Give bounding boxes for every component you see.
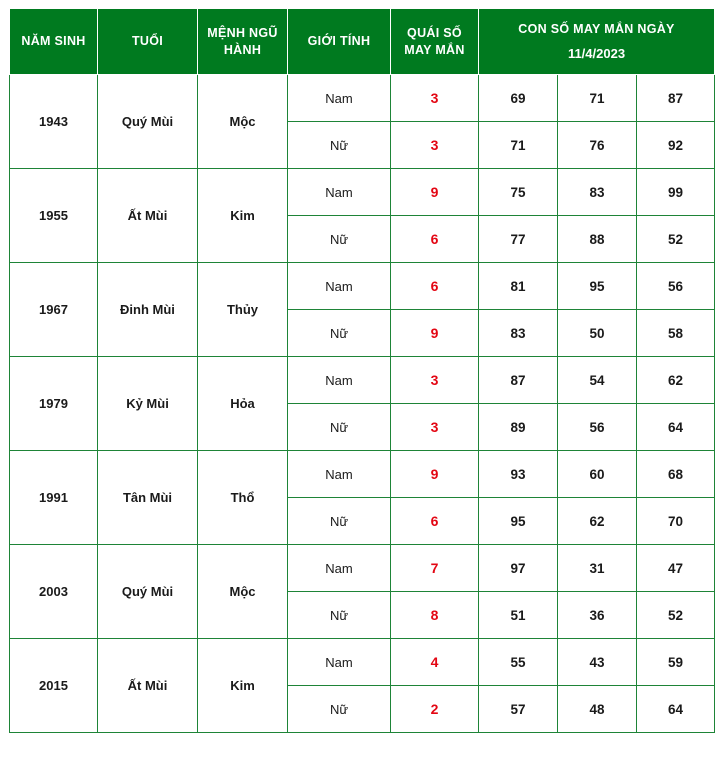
cell-lucky-number: 57 — [479, 686, 558, 733]
cell-gender: Nam — [288, 169, 391, 216]
cell-gender: Nữ — [288, 122, 391, 169]
cell-lucky-number: 56 — [558, 404, 637, 451]
cell-lucky-trigram-number: 7 — [391, 545, 479, 592]
cell-lucky-number: 95 — [558, 263, 637, 310]
cell-gender: Nữ — [288, 216, 391, 263]
cell-gender: Nam — [288, 263, 391, 310]
cell-gender: Nữ — [288, 498, 391, 545]
table-row — [10, 545, 715, 592]
cell-birth-year: 1943 — [10, 75, 98, 169]
cell-lucky-number: 83 — [479, 310, 558, 357]
cell-five-elements: Mộc — [198, 545, 288, 639]
header-row — [10, 9, 715, 75]
cell-lucky-number: 64 — [637, 404, 715, 451]
cell-gender: Nữ — [288, 404, 391, 451]
cell-lucky-number: 88 — [558, 216, 637, 263]
cell-birth-year: 2003 — [10, 545, 98, 639]
cell-lucky-number: 81 — [479, 263, 558, 310]
cell-lucky-number: 36 — [558, 592, 637, 639]
table-row — [10, 169, 715, 216]
cell-lucky-trigram-number: 2 — [391, 686, 479, 733]
cell-lucky-trigram-number: 3 — [391, 122, 479, 169]
cell-lucky-number: 62 — [637, 357, 715, 404]
cell-lucky-number: 52 — [637, 216, 715, 263]
column-header-lucky-numbers — [479, 9, 715, 75]
cell-lucky-number: 55 — [479, 639, 558, 686]
cell-lucky-number: 68 — [637, 451, 715, 498]
cell-lucky-number: 93 — [479, 451, 558, 498]
cell-age: Ất Mùi — [98, 169, 198, 263]
cell-gender: Nữ — [288, 686, 391, 733]
column-header-gender: GIỚI TÍNH — [288, 9, 391, 75]
lucky-numbers-table — [9, 8, 715, 733]
cell-lucky-trigram-number: 9 — [391, 310, 479, 357]
cell-lucky-number: 64 — [637, 686, 715, 733]
column-header-lucky-trigram-number: QUÁI SỐ MAY MẮN — [391, 9, 479, 75]
lucky-numbers-date: 11/4/2023 — [567, 45, 626, 61]
cell-five-elements: Thủy — [198, 263, 288, 357]
cell-lucky-number: 70 — [637, 498, 715, 545]
cell-lucky-number: 75 — [479, 169, 558, 216]
cell-lucky-trigram-number: 6 — [391, 263, 479, 310]
table-row — [10, 451, 715, 498]
cell-lucky-number: 50 — [558, 310, 637, 357]
cell-lucky-number: 71 — [479, 122, 558, 169]
column-header-five-elements: MỆNH NGŨ HÀNH — [198, 9, 288, 75]
cell-lucky-number: 87 — [637, 75, 715, 122]
cell-age: Ất Mùi — [98, 639, 198, 733]
cell-lucky-trigram-number: 3 — [391, 404, 479, 451]
cell-lucky-number: 76 — [558, 122, 637, 169]
cell-gender: Nữ — [288, 592, 391, 639]
cell-age: Quý Mùi — [98, 75, 198, 169]
cell-lucky-number: 77 — [479, 216, 558, 263]
cell-lucky-number: 92 — [637, 122, 715, 169]
cell-lucky-number: 97 — [479, 545, 558, 592]
cell-lucky-number: 59 — [637, 639, 715, 686]
cell-lucky-number: 99 — [637, 169, 715, 216]
cell-lucky-number: 47 — [637, 545, 715, 592]
cell-lucky-number: 71 — [558, 75, 637, 122]
cell-five-elements: Thổ — [198, 451, 288, 545]
cell-lucky-number: 58 — [637, 310, 715, 357]
cell-lucky-number: 51 — [479, 592, 558, 639]
cell-lucky-number: 95 — [479, 498, 558, 545]
table-row — [10, 357, 715, 404]
cell-gender: Nữ — [288, 310, 391, 357]
cell-lucky-trigram-number: 6 — [391, 216, 479, 263]
cell-age: Quý Mùi — [98, 545, 198, 639]
cell-five-elements: Kim — [198, 169, 288, 263]
cell-gender: Nam — [288, 639, 391, 686]
cell-lucky-number: 83 — [558, 169, 637, 216]
table-body — [10, 75, 715, 733]
cell-lucky-number: 60 — [558, 451, 637, 498]
table-header — [10, 9, 715, 75]
cell-birth-year: 2015 — [10, 639, 98, 733]
cell-gender: Nam — [288, 75, 391, 122]
cell-lucky-number: 54 — [558, 357, 637, 404]
cell-age: Đinh Mùi — [98, 263, 198, 357]
cell-lucky-trigram-number: 4 — [391, 639, 479, 686]
cell-five-elements: Mộc — [198, 75, 288, 169]
cell-lucky-number: 89 — [479, 404, 558, 451]
cell-lucky-number: 62 — [558, 498, 637, 545]
cell-birth-year: 1967 — [10, 263, 98, 357]
cell-five-elements: Kim — [198, 639, 288, 733]
column-header-age: TUỔI — [98, 9, 198, 75]
cell-lucky-number: 31 — [558, 545, 637, 592]
cell-lucky-number: 48 — [558, 686, 637, 733]
cell-birth-year: 1979 — [10, 357, 98, 451]
cell-lucky-trigram-number: 6 — [391, 498, 479, 545]
cell-birth-year: 1955 — [10, 169, 98, 263]
cell-gender: Nam — [288, 545, 391, 592]
cell-lucky-number: 52 — [637, 592, 715, 639]
cell-lucky-number: 56 — [637, 263, 715, 310]
cell-lucky-trigram-number: 3 — [391, 75, 479, 122]
cell-lucky-trigram-number: 3 — [391, 357, 479, 404]
table-row — [10, 639, 715, 686]
cell-lucky-number: 43 — [558, 639, 637, 686]
cell-lucky-trigram-number: 8 — [391, 592, 479, 639]
cell-lucky-trigram-number: 9 — [391, 169, 479, 216]
cell-lucky-trigram-number: 9 — [391, 451, 479, 498]
column-header-birth-year: NĂM SINH — [10, 9, 98, 75]
cell-age: Kỷ Mùi — [98, 357, 198, 451]
cell-gender: Nam — [288, 357, 391, 404]
cell-gender: Nam — [288, 451, 391, 498]
cell-five-elements: Hỏa — [198, 357, 288, 451]
cell-lucky-number: 87 — [479, 357, 558, 404]
cell-lucky-number: 69 — [479, 75, 558, 122]
lucky-numbers-title: CON SỐ MAY MẮN NGÀY — [518, 22, 675, 36]
table-row — [10, 263, 715, 310]
cell-age: Tân Mùi — [98, 451, 198, 545]
cell-birth-year: 1991 — [10, 451, 98, 545]
table-row — [10, 75, 715, 122]
